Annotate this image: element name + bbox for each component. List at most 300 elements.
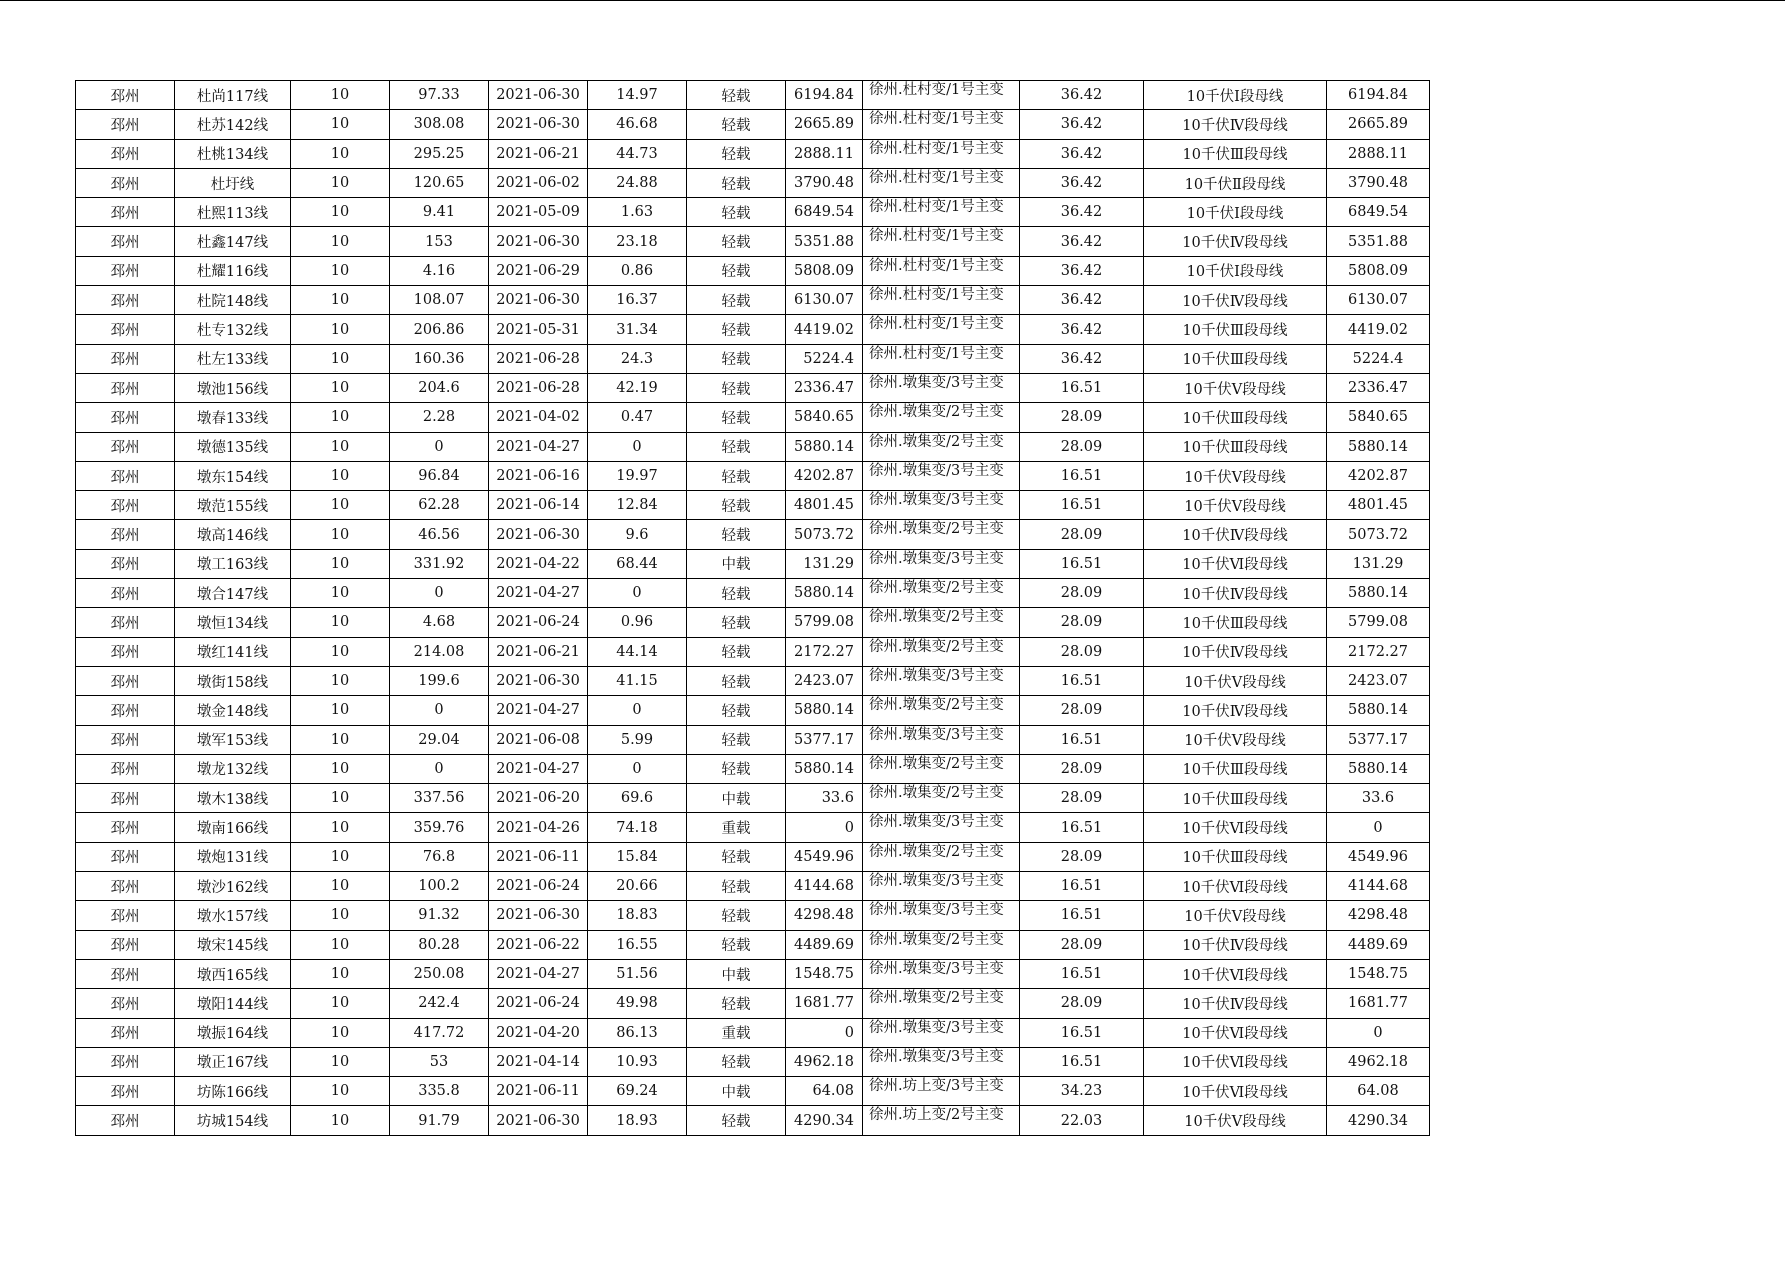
cell-spare: 5073.72	[1327, 520, 1430, 549]
cell-load-rate: 42.19	[588, 373, 687, 402]
cell-current: 417.72	[390, 1018, 489, 1047]
cell-substation: 徐州.杜村变/1号主变	[863, 168, 1020, 197]
cell-line: 墩工163线	[175, 549, 291, 578]
cell-load-status: 轻载	[687, 989, 786, 1018]
cell-sub-rate: 16.51	[1020, 959, 1144, 988]
cell-substation: 徐州.墩集变/3号主变	[863, 1018, 1020, 1047]
cell-region: 邳州	[76, 666, 175, 695]
cell-current: 46.56	[390, 520, 489, 549]
cell-voltage: 10	[291, 81, 390, 110]
cell-load-rate: 51.56	[588, 959, 687, 988]
cell-date: 2021-06-21	[489, 637, 588, 666]
cell-date: 2021-06-11	[489, 842, 588, 871]
cell-bus: 10千伏Ⅰ段母线	[1144, 256, 1327, 285]
cell-date: 2021-06-16	[489, 461, 588, 490]
cell-capacity: 2665.89	[786, 110, 863, 139]
cell-line: 墩南166线	[175, 813, 291, 842]
cell-current: 359.76	[390, 813, 489, 842]
cell-load-status: 轻载	[687, 520, 786, 549]
cell-voltage: 10	[291, 901, 390, 930]
cell-capacity: 5880.14	[786, 432, 863, 461]
cell-load-status: 轻载	[687, 286, 786, 315]
cell-spare: 4489.69	[1327, 930, 1430, 959]
cell-date: 2021-04-14	[489, 1047, 588, 1076]
cell-line: 杜苏142线	[175, 110, 291, 139]
cell-substation: 徐州.墩集变/2号主变	[863, 579, 1020, 608]
cell-sub-rate: 28.09	[1020, 608, 1144, 637]
cell-capacity: 4298.48	[786, 901, 863, 930]
cell-capacity: 33.6	[786, 784, 863, 813]
cell-spare: 4144.68	[1327, 872, 1430, 901]
cell-load-rate: 0	[588, 579, 687, 608]
cell-current: 76.8	[390, 842, 489, 871]
cell-voltage: 10	[291, 579, 390, 608]
table-row	[76, 461, 1430, 490]
cell-capacity: 5808.09	[786, 256, 863, 285]
cell-region: 邳州	[76, 81, 175, 110]
cell-spare: 4202.87	[1327, 461, 1430, 490]
cell-voltage: 10	[291, 842, 390, 871]
cell-load-status: 轻载	[687, 608, 786, 637]
cell-capacity: 5880.14	[786, 579, 863, 608]
cell-load-status: 轻载	[687, 872, 786, 901]
cell-load-rate: 86.13	[588, 1018, 687, 1047]
cell-sub-rate: 28.09	[1020, 754, 1144, 783]
cell-spare: 4419.02	[1327, 315, 1430, 344]
cell-spare: 5880.14	[1327, 696, 1430, 725]
cell-load-rate: 0.86	[588, 256, 687, 285]
cell-substation: 徐州.坊上变/2号主变	[863, 1106, 1020, 1135]
table-row	[76, 491, 1430, 520]
cell-sub-rate: 28.09	[1020, 403, 1144, 432]
cell-load-status: 中载	[687, 1077, 786, 1106]
cell-region: 邳州	[76, 754, 175, 783]
cell-substation: 徐州.墩集变/2号主变	[863, 754, 1020, 783]
cell-spare: 131.29	[1327, 549, 1430, 578]
cell-sub-rate: 16.51	[1020, 549, 1144, 578]
cell-sub-rate: 36.42	[1020, 110, 1144, 139]
cell-load-rate: 0.96	[588, 608, 687, 637]
table-row	[76, 1106, 1430, 1135]
cell-line: 墩恒134线	[175, 608, 291, 637]
table-row	[76, 227, 1430, 256]
cell-current: 100.2	[390, 872, 489, 901]
cell-load-status: 中载	[687, 959, 786, 988]
cell-date: 2021-04-20	[489, 1018, 588, 1047]
cell-substation: 徐州.杜村变/1号主变	[863, 286, 1020, 315]
cell-region: 邳州	[76, 901, 175, 930]
cell-spare: 3790.48	[1327, 168, 1430, 197]
cell-line: 墩街158线	[175, 666, 291, 695]
cell-current: 337.56	[390, 784, 489, 813]
cell-substation: 徐州.墩集变/3号主变	[863, 491, 1020, 520]
cell-spare: 5224.4	[1327, 344, 1430, 373]
cell-load-status: 轻载	[687, 198, 786, 227]
cell-voltage: 10	[291, 754, 390, 783]
cell-load-status: 重载	[687, 1018, 786, 1047]
cell-bus: 10千伏Ⅲ段母线	[1144, 608, 1327, 637]
cell-date: 2021-06-30	[489, 110, 588, 139]
cell-date: 2021-04-27	[489, 579, 588, 608]
table-row	[76, 1047, 1430, 1076]
cell-load-rate: 24.88	[588, 168, 687, 197]
cell-substation: 徐州.杜村变/1号主变	[863, 139, 1020, 168]
cell-line: 墩沙162线	[175, 872, 291, 901]
cell-sub-rate: 16.51	[1020, 872, 1144, 901]
cell-line: 杜耀116线	[175, 256, 291, 285]
cell-sub-rate: 16.51	[1020, 491, 1144, 520]
cell-bus: 10千伏Ⅵ段母线	[1144, 872, 1327, 901]
cell-line: 杜桃134线	[175, 139, 291, 168]
table-row	[76, 813, 1430, 842]
cell-line: 墩范155线	[175, 491, 291, 520]
cell-region: 邳州	[76, 579, 175, 608]
cell-load-rate: 24.3	[588, 344, 687, 373]
cell-voltage: 10	[291, 784, 390, 813]
cell-region: 邳州	[76, 520, 175, 549]
cell-bus: 10千伏Ⅴ段母线	[1144, 901, 1327, 930]
cell-load-status: 轻载	[687, 754, 786, 783]
cell-region: 邳州	[76, 959, 175, 988]
cell-date: 2021-05-09	[489, 198, 588, 227]
cell-capacity: 0	[786, 813, 863, 842]
cell-capacity: 6130.07	[786, 286, 863, 315]
cell-region: 邳州	[76, 256, 175, 285]
cell-sub-rate: 28.09	[1020, 696, 1144, 725]
table-row	[76, 139, 1430, 168]
cell-spare: 5377.17	[1327, 725, 1430, 754]
cell-line: 墩红141线	[175, 637, 291, 666]
cell-line: 墩春133线	[175, 403, 291, 432]
cell-bus: 10千伏Ⅴ段母线	[1144, 461, 1327, 490]
table-row	[76, 637, 1430, 666]
table-row	[76, 989, 1430, 1018]
cell-date: 2021-06-30	[489, 666, 588, 695]
cell-line: 墩水157线	[175, 901, 291, 930]
cell-load-rate: 19.97	[588, 461, 687, 490]
cell-voltage: 10	[291, 403, 390, 432]
cell-bus: 10千伏Ⅳ段母线	[1144, 286, 1327, 315]
cell-current: 2.28	[390, 403, 489, 432]
cell-line: 杜圩线	[175, 168, 291, 197]
cell-voltage: 10	[291, 930, 390, 959]
cell-voltage: 10	[291, 959, 390, 988]
cell-line: 杜熙113线	[175, 198, 291, 227]
cell-date: 2021-06-24	[489, 872, 588, 901]
table-row	[76, 168, 1430, 197]
cell-region: 邳州	[76, 1047, 175, 1076]
cell-voltage: 10	[291, 168, 390, 197]
cell-line: 墩金148线	[175, 696, 291, 725]
cell-substation: 徐州.墩集变/3号主变	[863, 959, 1020, 988]
cell-voltage: 10	[291, 198, 390, 227]
cell-spare: 5799.08	[1327, 608, 1430, 637]
cell-current: 160.36	[390, 344, 489, 373]
cell-spare: 4801.45	[1327, 491, 1430, 520]
cell-substation: 徐州.杜村变/1号主变	[863, 227, 1020, 256]
cell-bus: 10千伏Ⅵ段母线	[1144, 1047, 1327, 1076]
cell-current: 331.92	[390, 549, 489, 578]
cell-capacity: 5073.72	[786, 520, 863, 549]
cell-sub-rate: 16.51	[1020, 666, 1144, 695]
cell-capacity: 131.29	[786, 549, 863, 578]
cell-region: 邳州	[76, 872, 175, 901]
table-row	[76, 842, 1430, 871]
cell-line: 墩池156线	[175, 373, 291, 402]
cell-voltage: 10	[291, 286, 390, 315]
cell-current: 206.86	[390, 315, 489, 344]
cell-substation: 徐州.杜村变/1号主变	[863, 81, 1020, 110]
cell-date: 2021-04-27	[489, 959, 588, 988]
cell-spare: 5840.65	[1327, 403, 1430, 432]
cell-capacity: 4489.69	[786, 930, 863, 959]
cell-load-status: 轻载	[687, 256, 786, 285]
cell-bus: 10千伏Ⅴ段母线	[1144, 725, 1327, 754]
cell-load-rate: 16.55	[588, 930, 687, 959]
cell-voltage: 10	[291, 256, 390, 285]
cell-region: 邳州	[76, 168, 175, 197]
cell-spare: 6194.84	[1327, 81, 1430, 110]
cell-bus: 10千伏Ⅵ段母线	[1144, 1077, 1327, 1106]
cell-load-status: 轻载	[687, 315, 786, 344]
cell-region: 邳州	[76, 491, 175, 520]
cell-load-rate: 1.63	[588, 198, 687, 227]
cell-spare: 33.6	[1327, 784, 1430, 813]
cell-spare: 4549.96	[1327, 842, 1430, 871]
cell-capacity: 64.08	[786, 1077, 863, 1106]
cell-voltage: 10	[291, 872, 390, 901]
cell-line: 杜专132线	[175, 315, 291, 344]
cell-substation: 徐州.墩集变/2号主变	[863, 784, 1020, 813]
cell-load-rate: 14.97	[588, 81, 687, 110]
cell-sub-rate: 22.03	[1020, 1106, 1144, 1135]
cell-bus: 10千伏Ⅵ段母线	[1144, 1018, 1327, 1047]
cell-voltage: 10	[291, 461, 390, 490]
cell-spare: 2336.47	[1327, 373, 1430, 402]
cell-load-status: 轻载	[687, 1106, 786, 1135]
cell-region: 邳州	[76, 842, 175, 871]
cell-load-rate: 69.24	[588, 1077, 687, 1106]
cell-load-status: 轻载	[687, 579, 786, 608]
cell-bus: 10千伏Ⅳ段母线	[1144, 520, 1327, 549]
cell-sub-rate: 36.42	[1020, 256, 1144, 285]
cell-bus: 10千伏Ⅰ段母线	[1144, 81, 1327, 110]
cell-substation: 徐州.杜村变/1号主变	[863, 344, 1020, 373]
cell-date: 2021-04-27	[489, 754, 588, 783]
table-row	[76, 1077, 1430, 1106]
cell-sub-rate: 36.42	[1020, 139, 1144, 168]
cell-sub-rate: 16.51	[1020, 813, 1144, 842]
cell-load-rate: 44.73	[588, 139, 687, 168]
cell-current: 153	[390, 227, 489, 256]
table-row	[76, 666, 1430, 695]
cell-date: 2021-04-26	[489, 813, 588, 842]
cell-substation: 徐州.杜村变/1号主变	[863, 256, 1020, 285]
cell-current: 0	[390, 754, 489, 783]
cell-bus: 10千伏Ⅲ段母线	[1144, 842, 1327, 871]
cell-sub-rate: 36.42	[1020, 315, 1144, 344]
cell-capacity: 0	[786, 1018, 863, 1047]
cell-substation: 徐州.墩集变/2号主变	[863, 696, 1020, 725]
cell-current: 97.33	[390, 81, 489, 110]
cell-substation: 徐州.墩集变/2号主变	[863, 608, 1020, 637]
cell-load-status: 轻载	[687, 461, 786, 490]
cell-voltage: 10	[291, 725, 390, 754]
cell-line: 墩宋145线	[175, 930, 291, 959]
cell-region: 邳州	[76, 139, 175, 168]
cell-voltage: 10	[291, 432, 390, 461]
cell-sub-rate: 36.42	[1020, 198, 1144, 227]
cell-capacity: 6849.54	[786, 198, 863, 227]
cell-current: 308.08	[390, 110, 489, 139]
cell-voltage: 10	[291, 373, 390, 402]
cell-bus: 10千伏Ⅴ段母线	[1144, 1106, 1327, 1135]
cell-load-rate: 0	[588, 432, 687, 461]
cell-load-status: 轻载	[687, 666, 786, 695]
cell-region: 邳州	[76, 227, 175, 256]
cell-spare: 2423.07	[1327, 666, 1430, 695]
cell-substation: 徐州.杜村变/1号主变	[863, 110, 1020, 139]
table-row	[76, 579, 1430, 608]
cell-region: 邳州	[76, 813, 175, 842]
cell-current: 53	[390, 1047, 489, 1076]
cell-line: 墩合147线	[175, 579, 291, 608]
cell-current: 120.65	[390, 168, 489, 197]
cell-date: 2021-06-30	[489, 1106, 588, 1135]
cell-capacity: 2888.11	[786, 139, 863, 168]
cell-substation: 徐州.墩集变/2号主变	[863, 637, 1020, 666]
cell-load-status: 轻载	[687, 930, 786, 959]
cell-spare: 6849.54	[1327, 198, 1430, 227]
cell-region: 邳州	[76, 344, 175, 373]
cell-region: 邳州	[76, 373, 175, 402]
cell-date: 2021-06-14	[489, 491, 588, 520]
cell-spare: 4962.18	[1327, 1047, 1430, 1076]
cell-voltage: 10	[291, 813, 390, 842]
cell-current: 9.41	[390, 198, 489, 227]
cell-line: 墩军153线	[175, 725, 291, 754]
cell-load-status: 轻载	[687, 403, 786, 432]
cell-capacity: 5351.88	[786, 227, 863, 256]
cell-line: 墩木138线	[175, 784, 291, 813]
cell-bus: 10千伏Ⅱ段母线	[1144, 168, 1327, 197]
cell-bus: 10千伏Ⅰ段母线	[1144, 198, 1327, 227]
cell-capacity: 2336.47	[786, 373, 863, 402]
cell-load-status: 轻载	[687, 227, 786, 256]
cell-spare: 1681.77	[1327, 989, 1430, 1018]
cell-spare: 2172.27	[1327, 637, 1430, 666]
cell-sub-rate: 36.42	[1020, 168, 1144, 197]
cell-substation: 徐州.墩集变/2号主变	[863, 520, 1020, 549]
cell-load-status: 中载	[687, 784, 786, 813]
cell-bus: 10千伏Ⅵ段母线	[1144, 549, 1327, 578]
cell-date: 2021-04-27	[489, 696, 588, 725]
cell-voltage: 10	[291, 520, 390, 549]
cell-voltage: 10	[291, 1106, 390, 1135]
cell-sub-rate: 28.09	[1020, 579, 1144, 608]
cell-date: 2021-06-21	[489, 139, 588, 168]
cell-line: 坊陈166线	[175, 1077, 291, 1106]
cell-date: 2021-06-24	[489, 608, 588, 637]
cell-current: 0	[390, 432, 489, 461]
cell-capacity: 4144.68	[786, 872, 863, 901]
cell-line: 墩德135线	[175, 432, 291, 461]
table-row	[76, 901, 1430, 930]
cell-sub-rate: 36.42	[1020, 81, 1144, 110]
cell-bus: 10千伏Ⅴ段母线	[1144, 666, 1327, 695]
cell-date: 2021-06-08	[489, 725, 588, 754]
cell-substation: 徐州.墩集变/3号主变	[863, 461, 1020, 490]
cell-line: 墩阳144线	[175, 989, 291, 1018]
cell-substation: 徐州.墩集变/3号主变	[863, 373, 1020, 402]
cell-date: 2021-06-11	[489, 1077, 588, 1106]
cell-region: 邳州	[76, 784, 175, 813]
cell-date: 2021-06-24	[489, 989, 588, 1018]
cell-sub-rate: 16.51	[1020, 901, 1144, 930]
cell-region: 邳州	[76, 637, 175, 666]
cell-line: 墩振164线	[175, 1018, 291, 1047]
cell-capacity: 6194.84	[786, 81, 863, 110]
cell-line: 墩西165线	[175, 959, 291, 988]
table-row	[76, 872, 1430, 901]
cell-current: 29.04	[390, 725, 489, 754]
cell-date: 2021-06-28	[489, 344, 588, 373]
cell-voltage: 10	[291, 989, 390, 1018]
cell-date: 2021-06-30	[489, 286, 588, 315]
cell-substation: 徐州.墩集变/3号主变	[863, 1047, 1020, 1076]
cell-line: 杜鑫147线	[175, 227, 291, 256]
cell-date: 2021-04-22	[489, 549, 588, 578]
cell-sub-rate: 34.23	[1020, 1077, 1144, 1106]
cell-current: 4.68	[390, 608, 489, 637]
cell-voltage: 10	[291, 696, 390, 725]
cell-load-rate: 68.44	[588, 549, 687, 578]
cell-region: 邳州	[76, 110, 175, 139]
cell-line: 墩高146线	[175, 520, 291, 549]
cell-date: 2021-06-30	[489, 520, 588, 549]
cell-current: 199.6	[390, 666, 489, 695]
cell-load-rate: 69.6	[588, 784, 687, 813]
cell-load-rate: 10.93	[588, 1047, 687, 1076]
table-row	[76, 725, 1430, 754]
cell-load-rate: 74.18	[588, 813, 687, 842]
cell-capacity: 5799.08	[786, 608, 863, 637]
cell-capacity: 4419.02	[786, 315, 863, 344]
table-row	[76, 784, 1430, 813]
cell-load-rate: 18.83	[588, 901, 687, 930]
cell-load-rate: 23.18	[588, 227, 687, 256]
cell-substation: 徐州.墩集变/3号主变	[863, 666, 1020, 695]
cell-current: 62.28	[390, 491, 489, 520]
cell-region: 邳州	[76, 286, 175, 315]
table-row	[76, 110, 1430, 139]
cell-voltage: 10	[291, 637, 390, 666]
table-body	[76, 81, 1430, 1136]
cell-bus: 10千伏Ⅳ段母线	[1144, 110, 1327, 139]
cell-sub-rate: 16.51	[1020, 1047, 1144, 1076]
cell-capacity: 1681.77	[786, 989, 863, 1018]
cell-current: 0	[390, 579, 489, 608]
cell-current: 295.25	[390, 139, 489, 168]
cell-sub-rate: 28.09	[1020, 637, 1144, 666]
cell-sub-rate: 28.09	[1020, 930, 1144, 959]
cell-load-status: 轻载	[687, 432, 786, 461]
cell-region: 邳州	[76, 198, 175, 227]
cell-region: 邳州	[76, 549, 175, 578]
cell-substation: 徐州.墩集变/3号主变	[863, 901, 1020, 930]
cell-load-rate: 0.47	[588, 403, 687, 432]
cell-bus: 10千伏Ⅴ段母线	[1144, 373, 1327, 402]
